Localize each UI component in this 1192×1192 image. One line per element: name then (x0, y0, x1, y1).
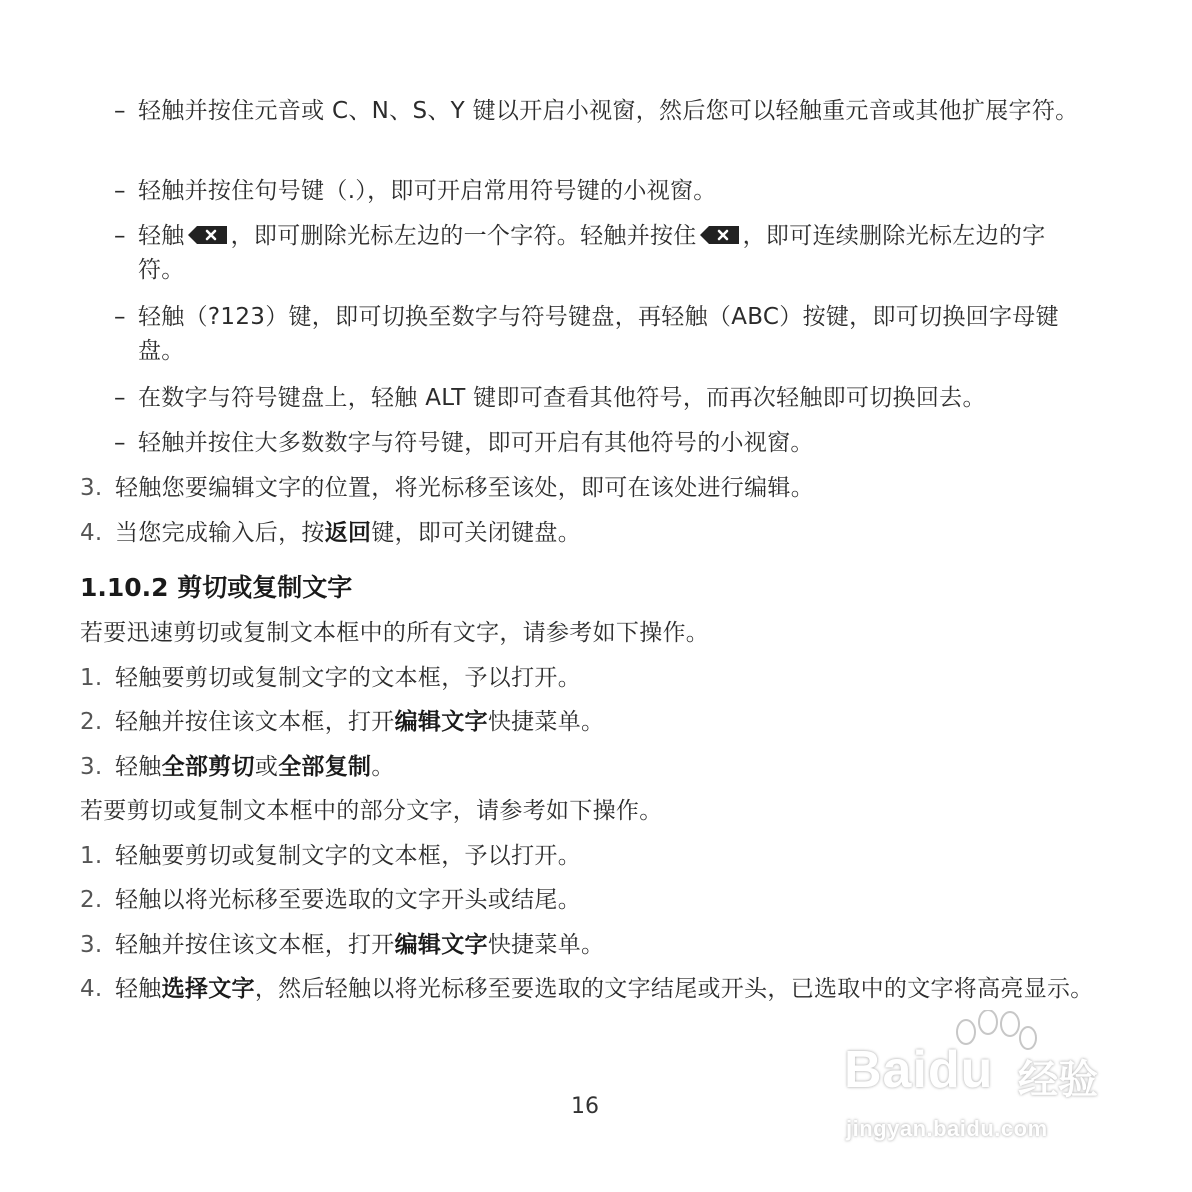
list-item-text: 在数字与符号键盘上，轻触 ALT 键即可查看其他符号，而再次轻触即可切换回去。 (138, 385, 986, 411)
step-number: 3. (80, 754, 103, 780)
list-item (114, 94, 1094, 162)
dash-marker: – (114, 385, 126, 411)
step-number: 2. (80, 887, 103, 913)
baidu-jingyan-watermark (840, 1010, 1140, 1160)
dash-marker: – (114, 304, 126, 330)
list-item-text: 轻触（?123）键，即可切换至数字与符号键盘，再轻触（ABC）按键，即可切换回字母键盘。 (138, 304, 1059, 364)
dash-marker: – (114, 430, 126, 456)
step-number: 3. (80, 932, 103, 958)
step-text: 轻触以将光标移至要选取的文字开头或结尾。 (115, 887, 581, 913)
bold-term: 返回 (324, 520, 372, 546)
watermark-url: jingyan.baidu.com (846, 1116, 1048, 1141)
step-number: 3. (80, 475, 103, 501)
page-number: 16 (571, 1094, 599, 1119)
text-segment: 轻触 (115, 976, 162, 1002)
text-segment: 轻触并按住该文本框，打开 (115, 709, 395, 735)
intro-paragraph: 若要迅速剪切或复制文本框中的所有文字，请参考如下操作。 (80, 620, 710, 646)
step-text (115, 516, 1095, 550)
dash-marker: – (114, 178, 126, 204)
text-segment: 当您完成输入后，按 (115, 520, 325, 546)
list-item-text: 轻触并按住元音或 C、N、S、Y 键以开启小视窗，然后您可以轻触重元音或其他扩展字符。 (138, 98, 1079, 124)
step-number: 2. (80, 709, 103, 735)
text-segment: 或 (254, 754, 279, 780)
watermark-cn: 经验 (1018, 1058, 1098, 1102)
bold-term: 编辑文字 (394, 932, 488, 958)
list-item-text (138, 219, 1088, 287)
text-segment: ，即可删除光标左边的一个字符。轻触并按住 (230, 223, 697, 249)
step-number: 4. (80, 976, 103, 1002)
bold-term: 选择文字 (161, 976, 255, 1002)
text-segment: ，即可连续删除光标左边的字符。 (138, 223, 1046, 283)
text-segment: ，然后轻触以将光标移至要选取的文字结尾或开头，已选取中的文字将高亮显示。 (254, 976, 1094, 1002)
text-segment: 。 (371, 754, 395, 780)
step-text: 轻触要剪切或复制文字的文本框，予以打开。 (115, 843, 581, 869)
dash-marker: – (114, 223, 126, 249)
watermark-brand: Baidu (844, 1041, 994, 1099)
step-text (115, 705, 1095, 739)
intro-paragraph: 若要剪切或复制文本框中的部分文字，请参考如下操作。 (80, 798, 663, 824)
step-text: 轻触要剪切或复制文字的文本框，予以打开。 (115, 665, 581, 691)
dash-marker: – (114, 98, 126, 124)
step-number: 1. (80, 665, 103, 691)
step-text (115, 750, 1095, 784)
step-number: 4. (80, 520, 103, 546)
text-segment: 轻触 (138, 223, 185, 249)
backspace-key-icon (699, 225, 741, 245)
section-heading (80, 571, 352, 605)
bold-term: 编辑文字 (394, 709, 488, 735)
step-text (115, 928, 1095, 962)
step-number: 1. (80, 843, 103, 869)
list-item (114, 219, 1094, 287)
text-segment: 键，即可关闭键盘。 (371, 520, 582, 546)
step-text: 轻触您要编辑文字的位置，将光标移至该处，即可在该处进行编辑。 (115, 475, 814, 501)
section-title: 剪切或复制文字 (177, 573, 353, 602)
text-segment: 轻触并按住该文本框，打开 (115, 932, 395, 958)
list-item (114, 300, 1094, 368)
list-item-text: 轻触并按住句号键（.），即可开启常用符号键的小视窗。 (138, 178, 717, 204)
bold-term: 全部剪切 (161, 754, 255, 780)
bold-term: 全部复制 (278, 754, 372, 780)
section-number: 1.10.2 (80, 573, 169, 602)
text-segment: 快捷菜单。 (487, 709, 605, 735)
text-segment: 轻触 (115, 754, 162, 780)
backspace-key-icon (187, 225, 229, 245)
list-item-text: 轻触并按住大多数数字与符号键，即可开启有其他符号的小视窗。 (138, 430, 814, 456)
step-text (115, 972, 1095, 1006)
text-segment: 快捷菜单。 (487, 932, 605, 958)
